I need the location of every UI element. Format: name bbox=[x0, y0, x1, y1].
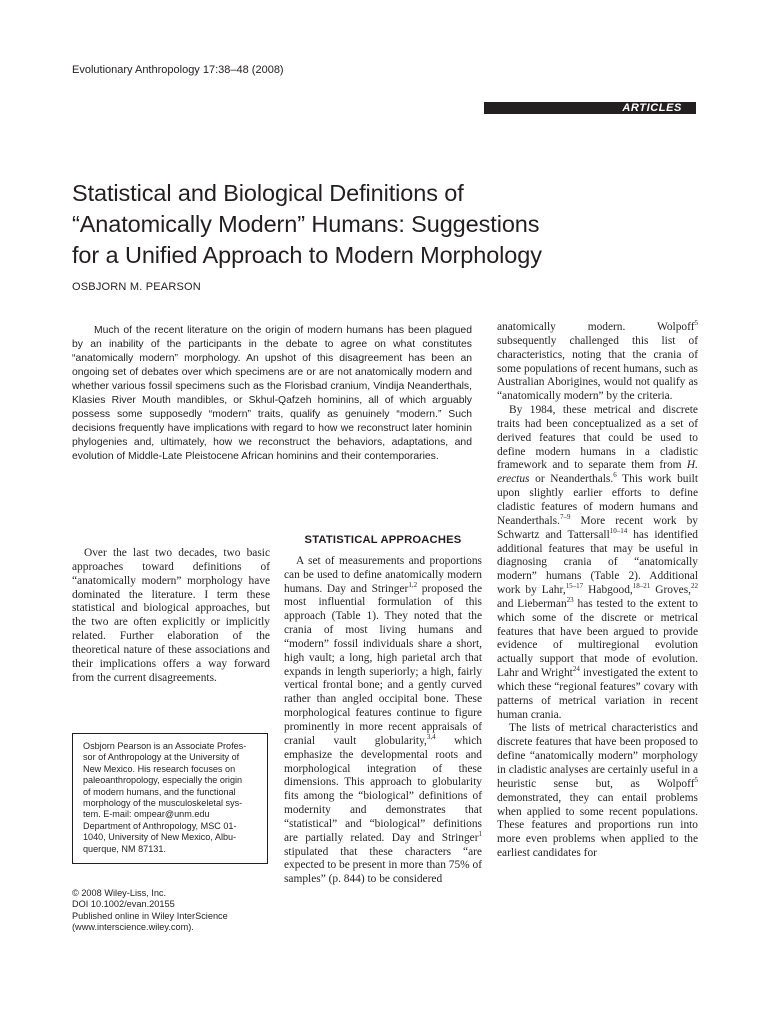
bio-line: tem. E-mail: ompear@unm.edu bbox=[83, 809, 210, 820]
copyright-block bbox=[72, 888, 268, 934]
author-bio-box bbox=[72, 733, 268, 864]
citation-ref: 1 bbox=[478, 829, 482, 838]
citation-ref: 3,4 bbox=[426, 732, 436, 741]
author-name: OSBJORN M. PEARSON bbox=[72, 281, 201, 293]
title-line: for a Unified Approach to Modern Morphology bbox=[72, 242, 542, 268]
citation-ref: 1,2 bbox=[408, 580, 418, 589]
bio-line: of modern humans, and the functional bbox=[83, 786, 236, 797]
body-column-2 bbox=[284, 534, 482, 887]
species-name: H. erectus bbox=[497, 459, 698, 486]
section-label: ARTICLES bbox=[484, 102, 696, 114]
citation-ref: 22 bbox=[691, 582, 698, 591]
citation-ref: 5 bbox=[694, 319, 698, 327]
copyright-line: (www.interscience.wiley.com). bbox=[72, 922, 194, 933]
citation-ref: 24 bbox=[572, 665, 580, 674]
abstract: Much of the recent literature on the origin of modern humans has been plagued by an inability of the participants in the debate to agree on what constitutes “anatomically modern” morphology. An upshot of this disagreement has been an ongoing set of debates over which specimens are or are not anatomically modern and whether various fossil specimens such as the Florisbad cranium, Vindija Neanderthals, Klasies River Mouth mandibles, or Skhul-Qafzeh hominins, all of which arguably possess some supposedly “modern” traits, qualify as genuinely “modern.” Such decisions frequently have implications with regard to how we reconstruct later hominin phylogenies and, ultimately, how we reconstruct the behaviors, adaptations, and evolution of Middle-Late Pleistocene African hominins and their contemporaries. bbox=[72, 325, 472, 462]
article-title bbox=[72, 178, 702, 271]
body-paragraph: A set of measurements and proportions can be used to define anatomically modern humans. Day and Stringer$^{1,2}$ proposed the most influential formulation of this approach (Table 1). They noted that the crania of most living humans and “modern” fossil individuals share a short, high vault; a long, high parietal arch that expands in length superiorly; a high, fairly vertical frontal bone; and a gently curved rather than angled occipital bone. These morphological features continue to figure prominently in more recent appraisals of cranial vault globularity,$^{3,4}$ which emphasize the developmental roots and morphological integration of these dimensions. This approach to globularity fits among the “biological” definitions of modernity and demonstrates that “statistical” and “biological” definitions are partially related. Day and Stringer$^1$ stipulated that these characters “are expected to be present in more than 75% of samples” (p. 844) to be considered bbox=[284, 554, 483, 886]
citation-ref: 18–21 bbox=[632, 582, 651, 591]
bio-line: Department of Anthropology, MSC 01- bbox=[83, 820, 237, 831]
body-column-3 bbox=[497, 321, 698, 861]
bio-line: morphology of the musculoskeletal sys- bbox=[83, 798, 243, 809]
citation-ref: 23 bbox=[566, 595, 574, 604]
citation-ref: 5 bbox=[694, 775, 698, 784]
citation-ref: 10–14 bbox=[609, 526, 628, 535]
copyright-line: © 2008 Wiley-Liss, Inc. bbox=[72, 888, 167, 898]
bio-line: sor of Anthropology at the University of bbox=[83, 752, 240, 763]
bio-line: New Mexico. His research focuses on bbox=[83, 763, 236, 774]
title-line: Statistical and Biological Definitions of bbox=[72, 180, 464, 206]
bio-line: querque, NM 87131. bbox=[83, 843, 166, 854]
copyright-line: DOI 10.1002/evan.20155 bbox=[72, 899, 175, 910]
body-paragraph: By 1984, these metrical and discrete traits had been conceptualized as a set of derived features that could be used to define modern humans in a cladistic framework and to separate them from H. erectus or Neanderthals.$^6$ This work built upon slightly earlier efforts to define cladistic features of modern humans and Neanderthals.$^{7-9}$ More recent work by Schwartz and Tattersall$^{10-14}$ has identified additional features that may be useful in diagnosing crania of “anatomically modern” humans (Table 2). Additional work by Lahr,$^{15-17}$ Habgood,$^{18-21}$ Groves,$^{22}$ and Lieberman$^{23}$ has tested to the extent to which some of the discrete or metrical features that have been argued to provide evidence of multiregional evolution actually support that mode of evolution. Lahr and Wright$^{24}$ investigated the extent to which these “regional features” covary with patterns of metrical variation in recent human crania. bbox=[497, 404, 699, 721]
journal-citation: Evolutionary Anthropology 17:38–48 (2008) bbox=[72, 64, 284, 76]
citation-ref: 6 bbox=[613, 471, 617, 480]
bio-line: 1040, University of New Mexico, Albu- bbox=[83, 832, 237, 843]
body-column-1 bbox=[72, 547, 270, 685]
citation-ref: 7–9 bbox=[559, 512, 571, 521]
citation-ref: 15–17 bbox=[565, 582, 584, 591]
section-heading: STATISTICAL APPROACHES bbox=[304, 534, 462, 546]
copyright-line: Published online in Wiley InterScience bbox=[72, 910, 228, 921]
body-paragraph: anatomically modern. Wolpoff$^5$ subsequently challenged this list of characteristics, noting that the crania of some populations of recent humans, such as Australian Aborigines, would not qualify as “anatomically modern” by the criteria. bbox=[497, 319, 698, 403]
bio-line: Osbjorn Pearson is an Associate Profes- bbox=[83, 741, 247, 751]
body-paragraph: The lists of metrical characteristics and discrete features that have been proposed to define “anatomically modern” morphology in cladistic analyses are certainly useful in a heuristic sense but, as Wolpoff$^5$ demonstrated, they can entail problems when applied to some recent populations. These features and proportions run into more even problems when applied to the earliest candidates for bbox=[497, 722, 698, 860]
intro-paragraph: Over the last two decades, two basic approaches toward definitions of “anatomically modern” morphology have dominated the literature. I term these statistical and biological approaches, but the two are often explicitly or implicitly related. Further elaboration of the theoretical nature of these associations and their implications offers a way forward from the current disagreements. bbox=[72, 547, 270, 684]
bio-line: paleoanthropology, especially the origin bbox=[83, 775, 243, 786]
title-line: “Anatomically Modern” Humans: Suggestions bbox=[72, 211, 540, 237]
